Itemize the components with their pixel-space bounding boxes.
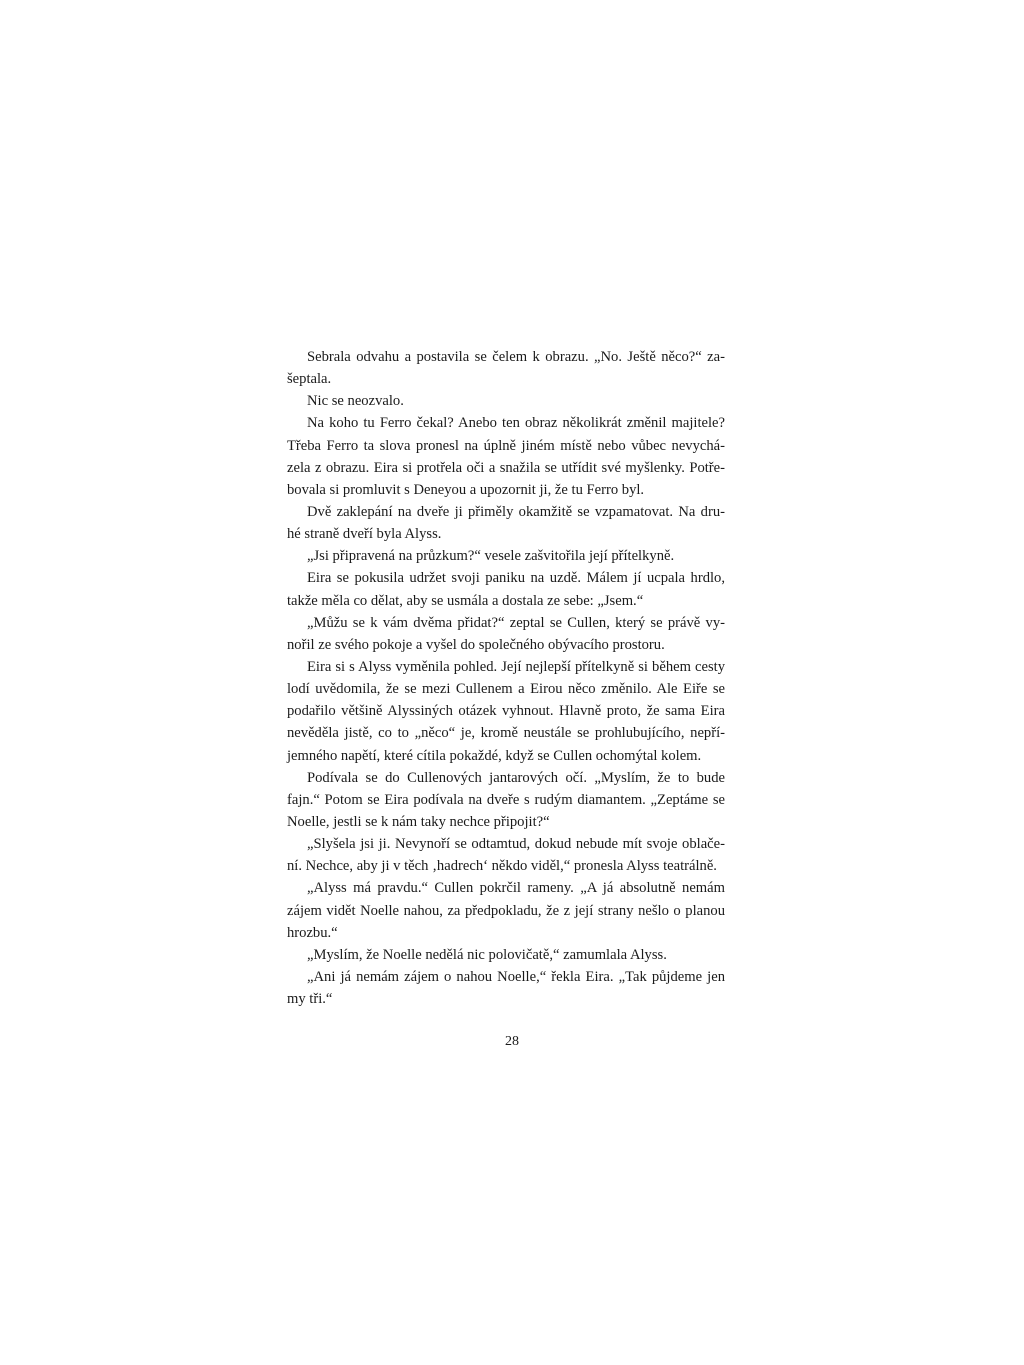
text-line: hrozbu.“ (287, 924, 338, 941)
paragraph (287, 944, 725, 966)
text-line: bovala si promluvit s Deneyou a upozornit ji, že tu Ferro byl. (287, 481, 645, 498)
paragraph (287, 656, 725, 767)
text-line: fajn.“ Potom se Eira podívala na dveře s rudým diamantem. „Zeptáme se (287, 791, 725, 808)
text-line: Na koho tu Ferro čekal? Anebo ten obraz několikrát změnil majitele? (307, 415, 725, 432)
paragraph (287, 877, 725, 943)
text-line: podařilo většině Alyssiných otázek vyhnout. Hlavně proto, že sama Eira (287, 703, 725, 720)
text-line: my tři.“ (287, 991, 333, 1008)
text-line: „Ani já nemám zájem o nahou Noelle,“ řekla Eira. „Tak půjdeme jen (307, 968, 725, 985)
text-line: „Jsi připravená na průzkum?“ vesele zašvitořila její přítelkyně. (307, 548, 675, 565)
paragraph (287, 390, 725, 412)
text-line: Sebrala odvahu a postavila se čelem k obrazu. „No. Ještě něco?“ za- (307, 349, 725, 365)
paragraph (287, 966, 725, 1010)
paragraph (287, 501, 725, 545)
text-line: zájem vidět Noelle nahou, za předpokladu, že z její strany nešlo o planou (287, 902, 725, 919)
text-line: lodí uvědomila, že se mezi Cullenem a Eirou něco změnilo. Ale Eiře se (287, 681, 725, 698)
text-line: takže měla co dělat, aby se usmála a dostala ze sebe: „Jsem.“ (287, 592, 644, 609)
text-line: zela z obrazu. Eira si protřela oči a snažila se utřídit své myšlenky. Potře- (287, 459, 725, 476)
paragraph (287, 767, 725, 833)
text-line: Eira se pokusila udržet svoji paniku na uzdě. Málem jí ucpala hrdlo, (307, 570, 725, 587)
paragraph (287, 612, 725, 656)
text-line: Třeba Ferro ta slova pronesl na úplně jiném místě nebo vůbec nevychá- (287, 437, 725, 454)
text-line: hé straně dveří byla Alyss. (287, 526, 442, 543)
text-line: nořil ze svého pokoje a vyšel do společného obývacího prostoru. (287, 636, 665, 653)
text-line: ní. Nechce, aby ji v těch ‚hadrech‘ někdo viděl,“ pronesla Alyss teatrálně. (287, 858, 717, 875)
text-line: „Myslím, že Noelle nedělá nic polovičatě,“ zamumlala Alyss. (307, 946, 667, 963)
page-number: 28 (505, 1034, 519, 1049)
paragraph (287, 567, 725, 611)
text-line: Nic se neozvalo. (307, 393, 404, 410)
text-line: Dvě zaklepání na dveře ji přiměly okamžitě se vzpamatovat. Na dru- (307, 503, 725, 520)
paragraph (287, 545, 725, 567)
text-line: „Slyšela jsi ji. Nevynoří se odtamtud, dokud nebude mít svoje oblače- (307, 836, 725, 853)
text-line: Podívala se do Cullenových jantarových očí. „Myslím, že to bude (307, 769, 725, 786)
text-line: jemného napětí, které cítila pokaždé, když se Cullen ochomýtal kolem. (287, 747, 702, 764)
paragraph (287, 346, 725, 390)
text-line: „Můžu se k vám dvěma přidat?“ zeptal se Cullen, který se právě vy- (307, 614, 725, 631)
paragraph (287, 833, 725, 877)
text-line: Noelle, jestli se k nám taky nechce připojit?“ (287, 813, 550, 830)
paragraph (287, 412, 725, 501)
text-line: „Alyss má pravdu.“ Cullen pokrčil rameny. „A já absolutně nemám (307, 880, 725, 897)
body-text (287, 346, 725, 1010)
text-line: nevěděla jistě, co to „něco“ je, kromě neustále se prohlubujícího, nepří- (287, 725, 725, 742)
text-line: Eira si s Alyss vyměnila pohled. Její nejlepší přítelkyně si během cesty (307, 658, 725, 675)
text-line: šeptala. (287, 371, 332, 388)
